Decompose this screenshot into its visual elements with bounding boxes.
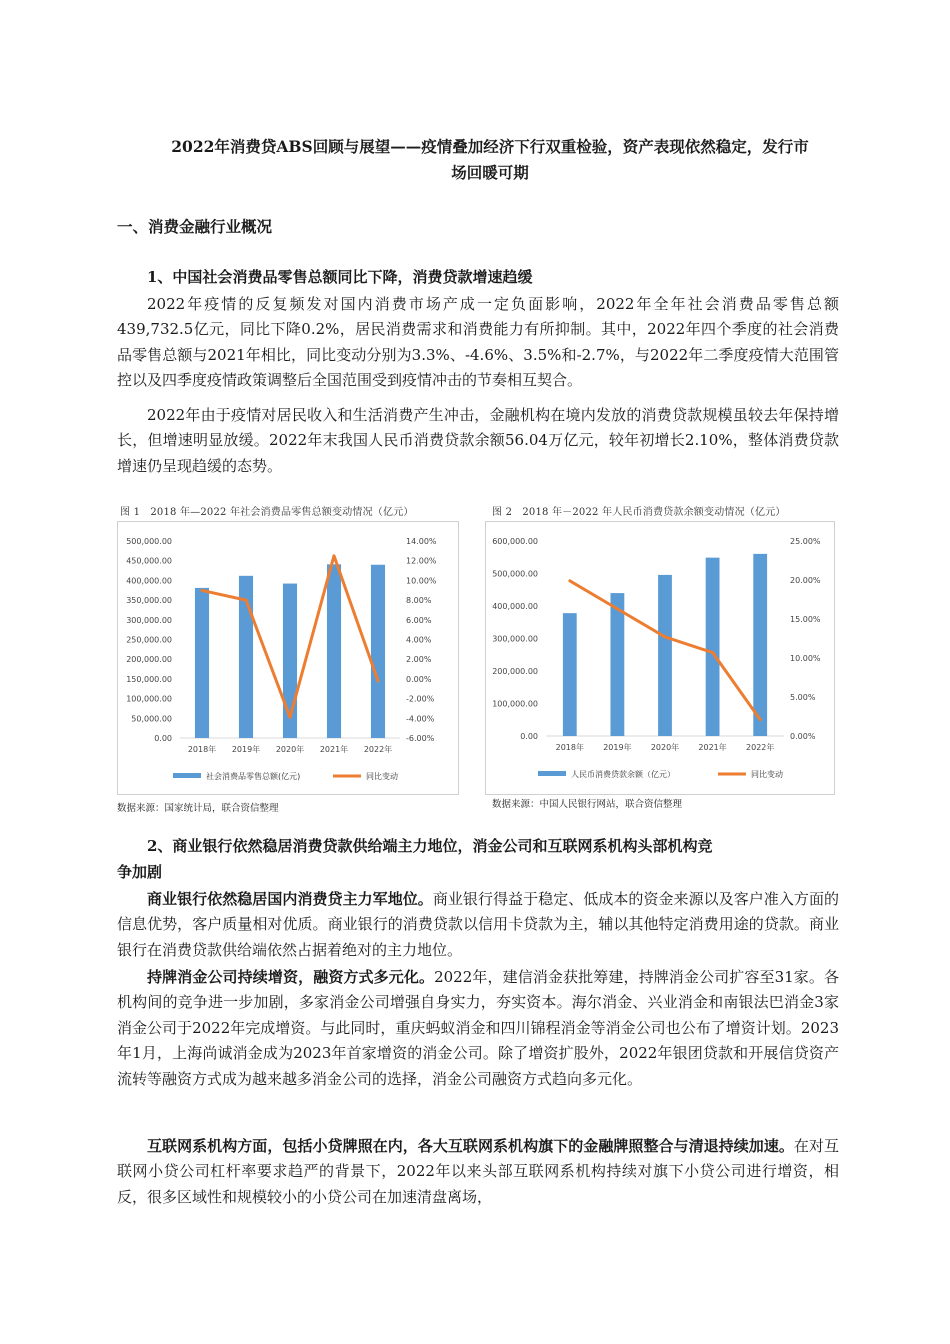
chart2-right-tick: 25.00% (790, 537, 821, 546)
figure-1 (120, 503, 414, 518)
chart-1 (118, 522, 458, 794)
paragraph-1: 2022年疫情的反复频发对国内消费市场产成一定负面影响，2022年全年社会消费品零售总额439,732.5亿元，同比下降0.2%，居民消费需求和消费能力有所抑制。其中，2022年四个季度的社会消费品零售总额与2021年相比，同比变动分别为3.3%、-4.6%、3.5%和-2.7%，与2022年二季度疫情大范围管控以及四季度疫情政策调整后全国范围受到疫情冲击的节奏相互契合。 (117, 295, 839, 390)
chart2-right-tick: 10.00% (790, 654, 821, 663)
chart2-x-tick: 2018年 (555, 743, 584, 752)
chart2-right-tick: 5.00% (790, 693, 816, 702)
paragraph-3-body: 商业银行得益于稳定、低成本的资金来源以及客户准入方面的信息优势，客户质量相对优质。商业银行的消费贷款以信用卡贷款为主，辅以其他特定消费用途的贷款。商业银行在消费贷款供给端依然占据着绝对的主力地位。 (117, 890, 839, 959)
chart2-left-tick: 400,000.00 (492, 602, 538, 611)
chart1-bar (195, 588, 209, 738)
chart1-legend-bar-label: 社会消费品零售总额(亿元) (206, 772, 301, 781)
chart1-left-tick: 0.00 (154, 734, 172, 743)
chart2-left-tick: 100,000.00 (492, 699, 538, 709)
chart2-x-tick: 2020年 (650, 743, 680, 752)
paragraph-5-body: 在对互联网小贷公司杠杆率要求趋严的背景下，2022年以来头部互联网系机构持续对旗下小贷公司进行增资，相反，很多区域性和规模较小的小贷公司在加速清盘离场， (117, 1137, 839, 1206)
chart2-bar (563, 613, 577, 736)
chart2-bar (753, 554, 767, 736)
chart1-right-tick: 10.00% (406, 576, 437, 586)
chart1-right-tick: -6.00% (406, 734, 435, 743)
figure-2-title: 图 2 2018 年－2022 年人民币消费贷款余额变动情况（亿元） (492, 507, 786, 518)
chart1-bar (327, 564, 341, 738)
chart2-legend-bar-label: 人民币消费贷款余额（亿元） (571, 770, 675, 779)
chart1-x-tick: 2019年 (231, 745, 261, 754)
section-heading: 一、消费金融行业概况 (117, 217, 273, 236)
chart1-left-tick: 450,000.00 (126, 556, 172, 566)
subsection-heading-2-line-2: 争加剧 (117, 863, 163, 881)
chart1-right-tick: -2.00% (406, 694, 435, 704)
chart1-right-tick: 0.00% (406, 674, 432, 684)
chart2-bar (706, 558, 720, 736)
paragraph-5-lead: 互联网系机构方面，包括小贷牌照在内，各大互联网系机构旗下的金融牌照整合与清退持续加速。 (147, 1137, 794, 1155)
figure-2-chart-frame (485, 521, 835, 795)
chart1-x-tick: 2020年 (275, 745, 305, 754)
chart2-left-tick: 600,000.00 (492, 537, 538, 546)
chart1-right-tick: 14.00% (406, 537, 437, 546)
subsection-heading-2-line-1: 2、商业银行依然稳居消费贷款供给端主力地位，消金公司和互联网系机构头部机构竞 (147, 837, 713, 855)
chart1-right-tick: 4.00% (406, 635, 432, 645)
paragraph-3-lead: 商业银行依然稳居国内消费贷主力军地位。 (147, 890, 433, 908)
chart1-x-tick: 2022年 (363, 745, 393, 754)
chart2-legend-bar-swatch (538, 771, 566, 776)
paragraph-3 (117, 887, 839, 963)
chart-2 (486, 522, 834, 794)
chart1-left-tick: 50,000.00 (131, 714, 172, 724)
chart1-left-tick: 500,000.00 (126, 537, 172, 546)
chart1-left-tick: 100,000.00 (126, 694, 172, 704)
chart2-x-tick: 2022年 (746, 743, 775, 752)
title-line-2: 场回暖可期 (451, 163, 529, 182)
chart2-right-tick: 20.00% (790, 576, 821, 585)
chart2-right-tick: 15.00% (790, 615, 821, 624)
chart2-legend-line-label: 同比变动 (751, 770, 783, 779)
chart2-left-tick: 0.00 (520, 732, 538, 741)
chart2-left-tick: 500,000.00 (492, 569, 538, 579)
chart1-bar (371, 565, 385, 738)
chart1-right-tick: 12.00% (406, 556, 437, 566)
chart1-right-tick: -4.00% (406, 714, 435, 724)
chart2-bar (610, 593, 624, 736)
chart1-right-tick: 6.00% (406, 615, 432, 625)
chart1-legend-line-label: 同比变动 (366, 772, 398, 781)
paragraph-4 (117, 965, 839, 1092)
figure-1-chart-frame (117, 521, 459, 795)
chart2-left-tick: 200,000.00 (492, 667, 538, 676)
chart1-legend-bar-swatch (173, 773, 201, 778)
paragraph-4-body: 2022年，建信消金获批筹建，持牌消金公司扩容至31家。各机构间的竞争进一步加剧，多家消金公司增强自身实力，夯实资本。海尔消金、兴业消金和南银法巴消金3家消金公司于2022年完成增资。与此同时，重庆蚂蚁消金和四川锦程消金等消金公司也公布了增资计划。2023年1月，上海尚诚消金成为2023年首家增资的消金公司。除了增资扩股外，2022年银团贷款和开展信贷资产流转等融资方式成为越来越多消金公司的选择，消金公司融资方式趋向多元化。 (117, 968, 839, 1088)
subsection-heading-2 (117, 833, 837, 885)
chart2-left-tick: 300,000.00 (492, 634, 538, 644)
subsection-heading-1: 1、中国社会消费品零售总额同比下降，消费贷款增速趋缓 (147, 268, 533, 286)
chart1-right-tick: 8.00% (406, 596, 432, 606)
chart1-left-tick: 200,000.00 (126, 655, 172, 665)
chart2-right-tick: 0.00% (790, 732, 816, 741)
chart1-right-tick: 2.00% (406, 655, 432, 665)
chart1-left-tick: 400,000.00 (126, 576, 172, 586)
figure-2-source: 数据来源：中国人民银行网站，联合资信整理 (492, 799, 683, 810)
chart1-x-tick: 2018年 (187, 745, 217, 754)
paragraph-4-lead: 持牌消金公司持续增资，融资方式多元化。 (147, 968, 435, 986)
document-title (130, 134, 850, 186)
paragraph-2: 2022年由于疫情对居民收入和生活消费产生冲击，金融机构在境内发放的消费贷款规模虽较去年保持增长，但增速明显放缓。2022年末我国人民币消费贷款余额56.04万亿元，较年初增长2.10%，整体消费贷款增速仍呈现趋缓的态势。 (117, 406, 839, 475)
chart1-left-tick: 150,000.00 (126, 674, 172, 684)
title-line-1: 2022年消费贷ABS回顾与展望——疫情叠加经济下行双重检验，资产表现依然稳定，发行市 (171, 137, 809, 156)
figure-2 (492, 503, 786, 518)
figure-1-source: 数据来源：国家统计局，联合资信整理 (117, 803, 279, 814)
figure-1-title: 图 1 2018 年—2022 年社会消费品零售总额变动情况（亿元） (120, 507, 414, 518)
chart1-left-tick: 250,000.00 (126, 635, 172, 645)
chart2-x-tick: 2019年 (603, 743, 632, 752)
chart1-x-tick: 2021年 (319, 745, 349, 754)
chart2-x-tick: 2021年 (698, 743, 727, 752)
chart1-left-tick: 350,000.00 (126, 596, 172, 606)
chart2-bar (658, 575, 672, 736)
paragraph-5 (117, 1134, 839, 1210)
chart1-left-tick: 300,000.00 (126, 615, 172, 625)
